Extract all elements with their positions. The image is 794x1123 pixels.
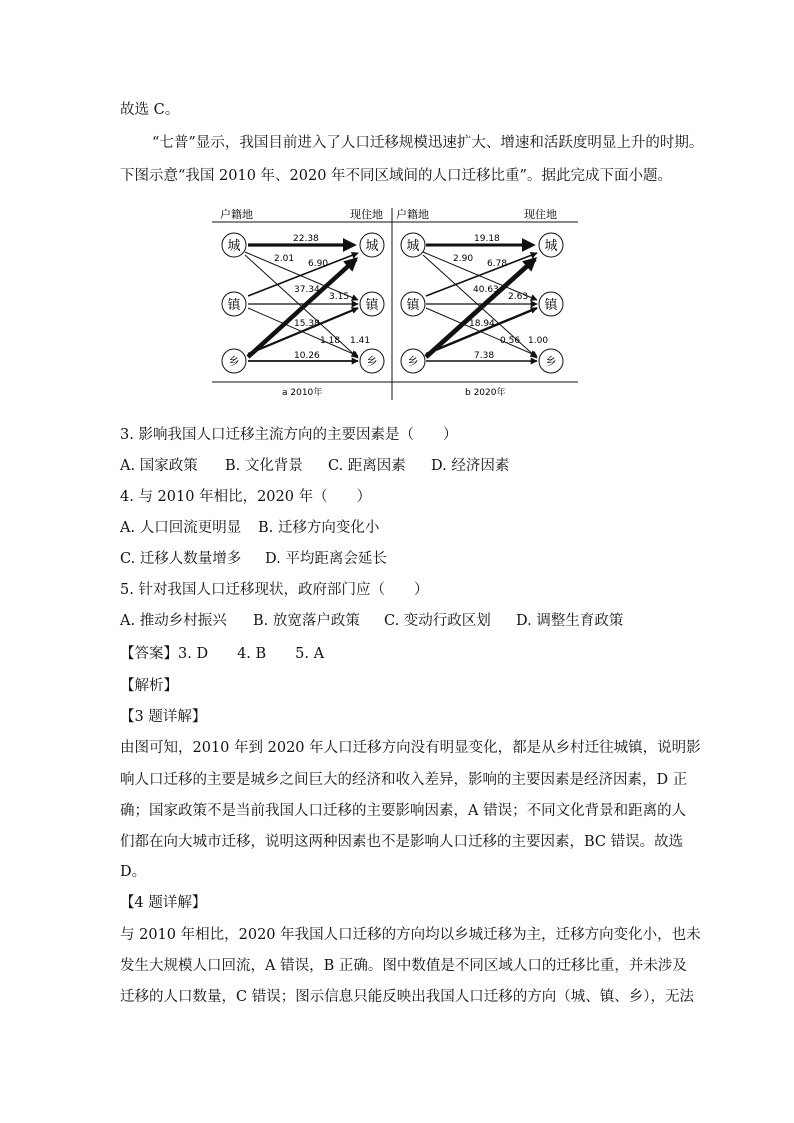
label-b-dest-town: 镇 [544,298,558,313]
value-b-village-city: 40.63 [473,285,499,295]
q5-option-c: C. 变动行政区划 [384,613,491,629]
value-b-town-village: 1.00 [528,336,549,346]
q3-option-c: C. 距离因素 [328,458,406,474]
label-a-origin-town: 镇 [227,298,241,313]
header-origin-b: 户籍地 [396,208,429,221]
q4-option-a: A. 人口回流更明显 [120,520,242,536]
value-a-village-village: 10.26 [294,351,320,361]
label-a-dest-town: 镇 [365,298,379,313]
migration-figure [212,204,582,402]
value-a-town-village: 1.41 [350,336,371,346]
value-a-city-city: 22.38 [293,234,319,244]
value-a-village-city: 37.34 [294,285,320,295]
label-b-origin-town: 镇 [406,298,420,313]
intro-line-2: 下图示意“我国 2010 年、2020 年不同区域间的人口迁移比重”。据此完成下面小题。 [120,168,672,184]
caption-panel-a: a 2010年 [282,388,323,398]
label-a-origin-village: 乡 [228,355,240,368]
label-b-origin-city: 城 [406,239,420,254]
q3-option-b: B. 文化背景 [225,458,303,474]
q3-stem: 3. 影响我国人口迁移主流方向的主要因素是（ ） [120,427,458,443]
label-b-dest-village: 乡 [545,355,557,368]
value-a-city-town: 2.01 [274,254,295,264]
q3-detail-line: 响人口迁移的主要是城乡之间巨大的经济和收入差异，影响的主要因素是经济因素，D 正 [120,772,688,788]
q3-detail-heading: 【3 题详解】 [120,709,207,725]
q5-option-b: B. 放宽落户政策 [253,613,360,629]
q3-detail-line: 们都在向大城市迁移，说明这两种因素也不是影响人口迁移的主要因素，BC 错误。故选 [120,834,684,850]
label-a-dest-village: 乡 [366,355,378,368]
panel-a [222,233,384,373]
label-a-dest-city: 城 [365,239,379,254]
q4-detail-heading: 【4 题详解】 [120,895,207,911]
intro-line-1: “七普”显示，我国目前进入了人口迁移规模迅速扩大、增速和活跃度明显上升的时期。 [152,135,704,151]
answer-line: 【答案】3. D 4. B 5. A [120,646,325,662]
value-b-town-town: 2.63 [508,292,529,302]
header-origin-a: 户籍地 [220,208,253,221]
analysis-heading: 【解析】 [120,678,178,694]
label-b-dest-city: 城 [544,239,558,254]
value-b-village-town: 18.94 [469,319,495,329]
value-b-city-town: 2.90 [453,254,474,264]
panel-b [401,233,563,373]
q3-option-a: A. 国家政策 [120,458,198,474]
label-b-origin-village: 乡 [407,355,419,368]
value-b-village-village: 7.38 [474,351,495,361]
caption-panel-b: b 2020年 [465,388,506,398]
value-a-town-town: 3.15 [329,292,350,302]
q3-detail-line: 确；国家政策不是当前我国人口迁移的主要影响因素，A 错误；不同文化背景和距离的人 [120,803,687,819]
value-b-city-village: 0.56 [500,336,521,346]
previous-answer-line: 故选 C。 [120,102,180,118]
q4-detail-line: 与 2010 年相比，2020 年我国人口迁移的方向均以乡城迁移为主，迁移方向变化小，也未 [120,927,701,943]
q4-option-b: B. 迁移方向变化小 [258,520,380,536]
value-a-city-village: 1.18 [320,336,341,346]
header-dest-a: 现住地 [350,208,383,221]
q5-stem: 5. 针对我国人口迁移现状，政府部门应（ ） [120,582,429,598]
q5-option-a: A. 推动乡村振兴 [120,613,227,629]
q3-detail-line: D。 [120,864,147,880]
q4-option-d: D. 平均距离会延长 [265,551,387,567]
label-a-origin-city: 城 [227,239,241,254]
q3-detail-line: 由图可知，2010 年到 2020 年人口迁移方向没有明显变化，都是从乡村迁往城镇，说明影 [120,740,701,756]
value-b-town-city: 6.78 [487,259,508,269]
q4-option-c: C. 迁移人数量增多 [120,551,242,567]
value-a-town-city: 6.90 [308,259,329,269]
value-b-city-city: 19.18 [474,234,500,244]
q5-option-d: D. 调整生育政策 [516,613,624,629]
q3-option-d: D. 经济因素 [431,458,510,474]
q4-stem: 4. 与 2010 年相比，2020 年（ ） [120,489,372,505]
q4-detail-line: 发生大规模人口回流，A 错误，B 正确。图中数值是不同区域人口的迁移比重，并未涉及 [120,958,687,974]
q4-detail-line: 迁移的人口数量，C 错误；图示信息只能反映出我国人口迁移的方向（城、镇、乡），无法 [120,989,694,1005]
header-dest-b: 现住地 [524,208,557,221]
value-a-village-town: 15.38 [294,319,320,329]
